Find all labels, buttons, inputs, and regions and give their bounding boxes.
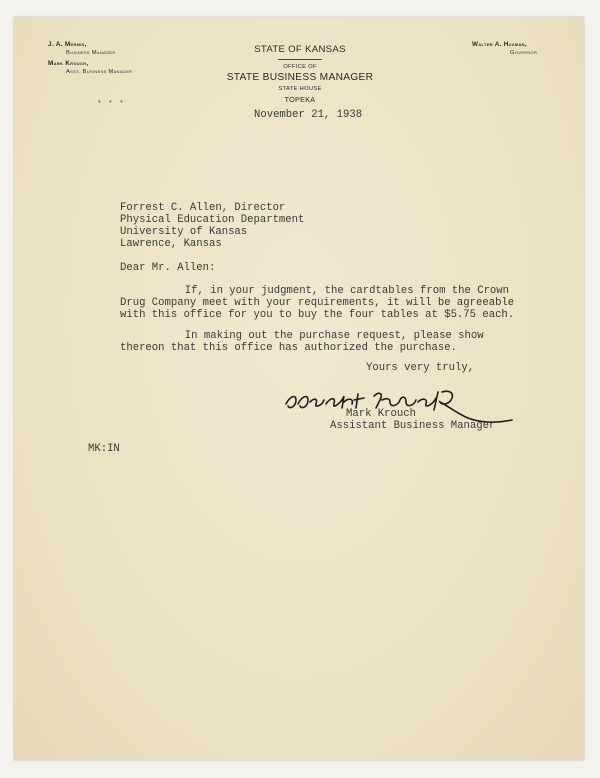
letterhead-right-title: Governor bbox=[510, 50, 538, 56]
signer-name: Mark Krouch bbox=[346, 408, 416, 420]
paragraph-2-line-1: In making out the purchase request, please show bbox=[153, 330, 484, 342]
paragraph-1-line-2: Drug Company meet with your requirements, it will be agreeable bbox=[120, 297, 515, 309]
letterhead-city: TOPEKA bbox=[284, 95, 316, 104]
recipient-line-1: Forrest C. Allen, Director bbox=[120, 202, 286, 214]
letterhead-state: STATE OF KANSAS bbox=[254, 44, 346, 55]
salutation: Dear Mr. Allen: bbox=[120, 262, 216, 274]
closing: Yours very truly, bbox=[366, 362, 475, 374]
recipient-line-3: University of Kansas bbox=[120, 226, 248, 238]
typist-initials: MK:IN bbox=[88, 443, 120, 455]
paragraph-1-line-3: with this office for you to buy the four tables at $5.75 each. bbox=[120, 309, 515, 321]
signer-title: Assistant Business Manager bbox=[330, 420, 496, 432]
letterhead-left-name-2: Mark Krouch, bbox=[48, 60, 89, 67]
letterhead-office: STATE BUSINESS MANAGER bbox=[226, 72, 374, 83]
letterhead-right-name: Walter A. Huxman, bbox=[472, 41, 527, 48]
letterhead-left-title-1: Business Manager bbox=[66, 50, 116, 56]
letterhead-rule bbox=[278, 59, 322, 60]
letterhead-left-name-1: J. A. Mermis, bbox=[48, 41, 87, 48]
letterhead-dots: • • • bbox=[98, 97, 126, 106]
paragraph-1-line-1: If, in your judgment, the cardtables from the Crown bbox=[153, 285, 510, 297]
letter-date: November 21, 1938 bbox=[254, 109, 363, 121]
paragraph-2-line-2: thereon that this office has authorized the purchase. bbox=[120, 342, 457, 354]
letterhead-left-title-2: Asst. Business Manager bbox=[66, 69, 133, 75]
recipient-line-4: Lawrence, Kansas bbox=[120, 238, 222, 250]
letterhead-state-house: STATE HOUSE bbox=[278, 86, 322, 92]
letterhead-office-of: OFFICE OF bbox=[283, 64, 317, 70]
recipient-line-2: Physical Education Department bbox=[120, 214, 305, 226]
